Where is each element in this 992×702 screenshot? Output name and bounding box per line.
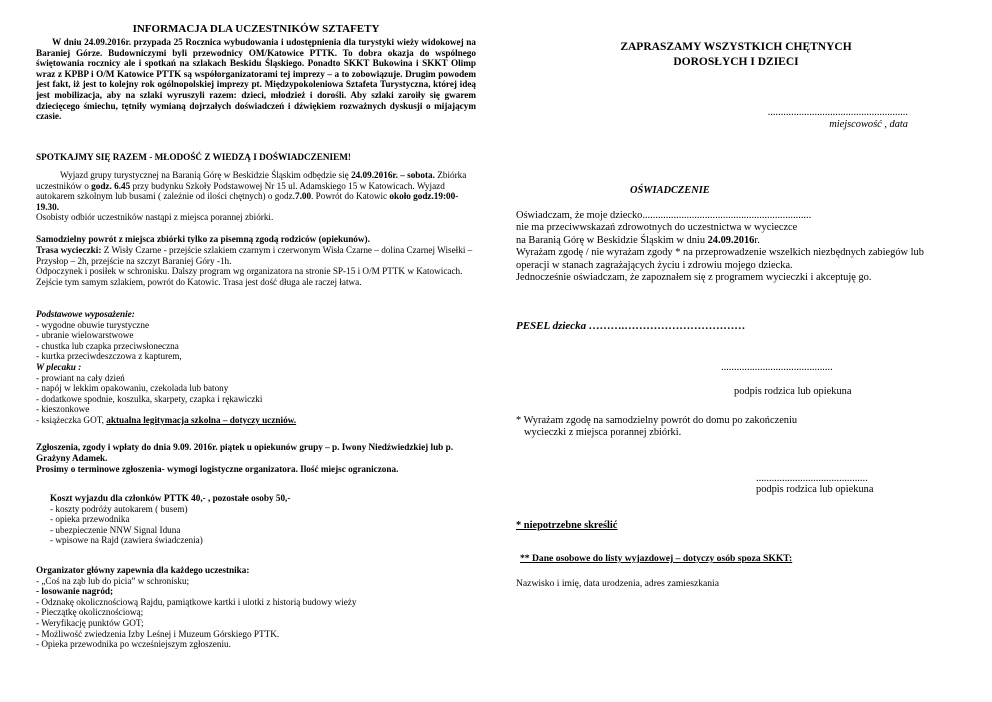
invite-line-2: DOROSŁYCH I DZIECI bbox=[673, 56, 799, 68]
list-item: - prowiant na cały dzień bbox=[36, 372, 125, 383]
statement-body bbox=[516, 210, 936, 284]
signature-line-1[interactable]: ........................................... bbox=[721, 362, 833, 373]
slogan: SPOTKAJMY SIĘ RAZEM - MŁODOŚĆ Z WIEDZĄ I DOŚWIADCZENIEM! bbox=[36, 152, 351, 162]
pesel-field[interactable]: PESEL dziecka ……….…………………………… bbox=[516, 320, 746, 332]
route bbox=[36, 245, 476, 266]
signature-label-1: podpis rodzica lub opiekuna bbox=[734, 386, 852, 397]
statement-health: nie ma przeciwwskazań zdrowotnych do uczestnictwa w wycieczce bbox=[516, 222, 798, 234]
list-item: - opieka przewodnika bbox=[50, 514, 130, 525]
trip-details bbox=[36, 170, 476, 223]
list-item: - wygodne obuwie turystyczne bbox=[36, 319, 150, 330]
trip-text-1: Wyjazd grupy turystycznej na Baranią Górę w Beskidzie Śląskim odbędzie się bbox=[60, 170, 352, 180]
return-note: Samodzielny powrót z miejsca zbiórki tylko za pisemną zgodą rodziców (opiekunów). bbox=[36, 234, 370, 244]
route-text: Z Wisły Czarne - przejście szlakiem czarnym i czerwonym Wisła Czarne – dolina Czarnej Wisełki – Przysłop – 2h, przejście na szczyt Baraniej Góry -1h. bbox=[36, 245, 473, 266]
rest-text: Odpoczynek i posiłek w schronisku. Dalszy program wg organizatora na stronie SP-15 i O/M PTTK w Katowicach. Zejście tym samym szlakiem, powrót do Katowic. Trasa jest dość długa ale raczej łatwa. bbox=[36, 266, 463, 287]
list-item: - dodatkowe spodnie, koszulka, skarpety, czapka i rękawiczki bbox=[36, 393, 263, 404]
trip-text-4: . Powrót do Katowic bbox=[311, 191, 390, 202]
statement-consent-medical: Wyrażam zgodę / nie wyrażam zgody * na przeprowadzenie wszelkich niezbędnych zabiegów lub operacji w stanach zagrażających życiu i zdrowiu mojego dziecka. bbox=[516, 247, 924, 271]
trip-return-time: około godz.19:00- 19.30. bbox=[36, 191, 459, 212]
school-id-note: aktualna legitymacja szkolna – dotyczy uczniów. bbox=[106, 414, 297, 425]
list-item: - kurtka przeciwdeszczowa z kapturem, bbox=[36, 351, 182, 362]
backpack-last: - książeczka GOT, bbox=[36, 414, 107, 425]
signature-label-2: podpis rodzica lub opiekuna bbox=[756, 484, 874, 495]
list-item: - Weryfikację punktów GOT; bbox=[36, 617, 144, 628]
list-item bbox=[36, 415, 476, 426]
intro-text: W dniu 24.09.2016r. przypada 25 Rocznica wybudowania i udostępnienia dla turystyki wieży widokowej na Baraniej Górze. Budowniczymi byli przewodnicy OM/Katowice PTTK. To dobra okazja do wspólnego świętowania rocznicy ale i spotkań na szlakach Beskidu Śląskiego. Ponadto SKKT Bukowina i SKKT Olimp wraz z KPBP i O/M Katowice PTTK są współorganizatorami tej imprezy – a to zobowiązuje. Drugim powodem jest fakt, iż jest to kolejny rok ogólnopolskiej imprezy pt. Międzypokoleniowa Sztafeta Turystyczna, której ideą jest mobilizacja, aby na szlaki wyruszyli razem: dzieci, młodzież i dorośli. Aby szlaki zaroiły się gwarem dziecięcego śmiechu, tętniły wymianą dojrzałych doświadczeń i dźwiękiem rozważnych dyskusji o mijającym czasie. bbox=[36, 37, 476, 122]
personal-data-header: ** Dane osobowe do listy wyjazdowej – dotyczy osób spoza SKKT: bbox=[520, 553, 793, 564]
list-item: - losowanie nagród; bbox=[36, 586, 114, 597]
trip-text-3: przy budynku Szkoły Podstawowej Nr 15 ul. Adamskiego 15 w Katowicach. Wyjazd autokarem szkolnym lub busami ( zależnie od ilości chętnych) o godz. bbox=[36, 180, 445, 202]
trip-depart-time: 7.00 bbox=[294, 191, 312, 202]
place-date-label: miejscowość , data bbox=[829, 119, 908, 130]
list-item: - Pieczątkę okolicznościową; bbox=[36, 607, 144, 618]
trip-meet-time: godz. 6.45 bbox=[91, 180, 131, 191]
list-item: - Odznakę okolicznościową Rajdu, pamiątkowe kartki i ulotki z historią budowy wieży bbox=[36, 596, 357, 607]
equipment-list bbox=[36, 309, 476, 426]
place-date-line[interactable]: ...................................................... bbox=[767, 107, 908, 118]
list-item: - chustka lub czapka przeciwsłoneczna bbox=[36, 340, 179, 351]
statement-trip-date: 24.09.2016 bbox=[707, 234, 755, 246]
strike-note: * niepotrzebne skreślić bbox=[516, 520, 618, 531]
consent-return-1: * Wyrażam zgodę na samodzielny powrót do domu po zakończeniu bbox=[516, 415, 798, 426]
equipment-header: Podstawowe wyposażenie: bbox=[36, 309, 135, 319]
statement-child-line[interactable]: Oświadczam, że moje dziecko................................................................. bbox=[516, 210, 812, 221]
list-item: - ubranie wielowarstwowe bbox=[36, 330, 134, 341]
statement-trip-text: na Baranią Górę w Beskidzie Śląskim w dniu bbox=[516, 234, 708, 246]
trip-text-2: Zbiórka uczestników o bbox=[36, 170, 467, 191]
statement-accept-program: Jednocześnie oświadczam, że zapoznałem się z programem wycieczki i akceptuję go. bbox=[516, 272, 872, 284]
trip-text-5: Osobisty odbiór uczestników nastąpi z miejsca porannej zbiórki. bbox=[36, 212, 274, 223]
route-label: Trasa wycieczki: bbox=[36, 245, 102, 255]
cost-header: Koszt wyjazdu dla członków PTTK 40,- , pozostałe osoby 50,- bbox=[50, 493, 291, 503]
signature-line-2[interactable]: ........................................... bbox=[756, 473, 868, 484]
statement-trip-suffix: r. bbox=[754, 234, 760, 246]
organizer-section bbox=[36, 565, 476, 650]
list-item: - koszty podróży autokarem ( busem) bbox=[50, 503, 188, 514]
statement-trip bbox=[516, 235, 936, 247]
consent-return-2: wycieczki z miejsca porannej zbiórki. bbox=[524, 427, 682, 438]
list-item: - „Coś na ząb lub do picia” w schronisku; bbox=[36, 575, 190, 586]
list-item: - napój w lekkim opakowaniu, czekolada lub batony bbox=[36, 383, 229, 394]
invite-line-1: ZAPRASZAMY WSZYSTKICH CHĘTNYCH bbox=[620, 41, 852, 53]
backpack-header: W plecaku : bbox=[36, 361, 82, 372]
trip-date: 24.09.2016r. – sobota. bbox=[351, 170, 435, 180]
personal-data-fields: Nazwisko i imię, data urodzenia, adres zamieszkania bbox=[516, 578, 719, 589]
list-item: - kieszonkowe bbox=[36, 404, 90, 415]
info-header: INFORMACJA DLA UCZESTNIKÓW SZTAFETY bbox=[132, 23, 380, 35]
signup-info: Zgłoszenia, zgody i wpłaty do dnia 9.09. 2016r. piątek u opiekunów grupy – p. Iwony Niedźwiedzkiej lub p. Grażyny Adamek. bbox=[36, 442, 453, 463]
cost-section bbox=[50, 493, 470, 546]
list-item: - Możliwość zwiedzenia Izby Leśnej i Muzeum Górskiego PTTK. bbox=[36, 628, 280, 639]
statement-title: OŚWIADCZENIE bbox=[630, 185, 710, 196]
list-item: - wpisowe na Rajd (zawiera świadczenia) bbox=[50, 535, 203, 546]
list-item: - ubezpieczenie NNW Signal Iduna bbox=[50, 524, 181, 535]
organizer-header: Organizator główny zapewnia dla każdego uczestnika: bbox=[36, 565, 250, 575]
list-item: - Opieka przewodnika po wcześniejszym zgłoszeniu. bbox=[36, 639, 231, 650]
signup-deadline-note: Prosimy o terminowe zgłoszenia- wymogi logistyczne organizatora. Ilość miejsc ograniczona. bbox=[36, 464, 399, 474]
